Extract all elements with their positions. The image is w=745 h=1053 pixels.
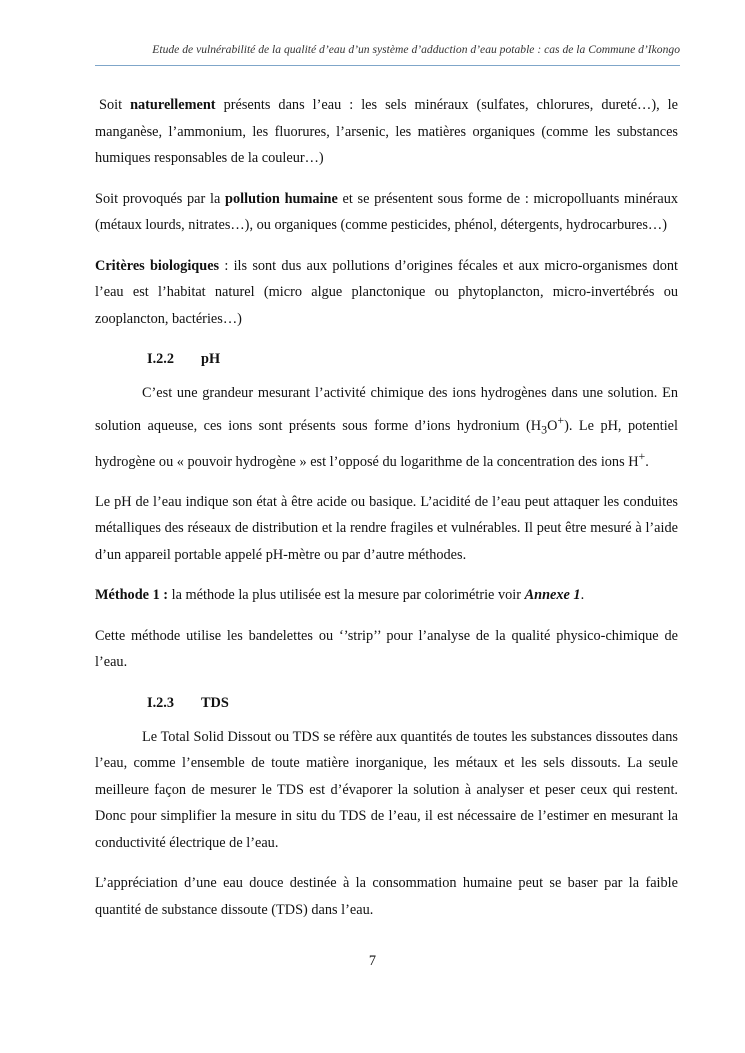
ph-def-d: .	[645, 453, 649, 470]
ph-def-b: O	[547, 417, 558, 434]
running-header: Etude de vulnérabilité de la qualité d’eau d’un système d’adduction d’eau potable : cas de la Commune d’Ikongo	[152, 43, 680, 56]
page-body	[95, 92, 678, 937]
header-divider	[95, 65, 680, 66]
p3-bold: Critères biologiques	[95, 257, 220, 274]
page-number: 7	[368, 953, 377, 969]
paragraph-method-1	[95, 582, 678, 609]
paragraph-human-pollution	[95, 186, 678, 239]
p1-bold: naturellement	[130, 97, 216, 113]
section-number-ph: I.2.2	[147, 351, 175, 367]
method-1-end: .	[580, 587, 585, 604]
ph-def-sub: 3	[541, 422, 548, 437]
p1-lead: Soit	[99, 97, 131, 113]
paragraph-natural-sources	[95, 92, 678, 172]
ph-def-a: C’est une grandeur mesurant l’activité chimique des ions hydrogènes dans une solution. En solution aqueuse, ces ions sont présents sous forme d’ions hydronium (H	[95, 385, 678, 434]
section-heading-tds	[147, 690, 678, 716]
paragraph-biological-criteria	[95, 253, 678, 333]
ph-def-sup1: +	[557, 412, 565, 427]
method-1-text: la méthode la plus utilisée est la mesure par colorimétrie voir	[168, 587, 525, 604]
section-title-tds: TDS	[201, 694, 229, 711]
paragraph-ph-definition	[95, 380, 678, 475]
p2-bold: pollution humaine	[225, 190, 338, 207]
paragraph-tds-definition: Le Total Solid Dissout ou TDS se réfère aux quantités de toutes les substances dissoutes dans l’eau, comme l’ensemble de toute matière inorganique, les métaux et les sels dissouts. La seule meilleure façon de mesurer le TDS est d’évaporer la solution à analyser et peser ceux qui restent. Donc pour simplifier la mesure in situ du TDS de l’eau, il est nécessaire de l’estimer en mesurant la conductivité électrique de l’eau.	[95, 728, 678, 851]
section-title-ph: pH	[201, 351, 221, 367]
ph-def-c: ). Le pH, potentiel hydrogène ou « pouvoir hydrogène » est l’opposé du logarithme de la concentration des ions H	[95, 417, 678, 470]
section-heading-ph	[147, 346, 678, 372]
paragraph-ph-acidity: Le pH de l’eau indique son état à être acide ou basique. L’acidité de l’eau peut attaquer les conduites métalliques des réseaux de distribution et la rendre fragiles et vulnérables. Il peut être mesuré à l’aide d’un appareil portable appelé pH-mètre ou par d’autre méthodes.	[95, 493, 678, 563]
ph-def-sup2: +	[638, 448, 646, 463]
p2-text: et se présentent sous forme de : micropolluants minéraux (métaux lourds, nitrates…), ou organiques (comme pesticides, phénol, détergents, hydrocarbures…)	[95, 190, 678, 233]
paragraph-tds-appreciation: L’appréciation d’une eau douce destinée à la consommation humaine peut se baser par la faible quantité de substance dissoute (TDS) dans l’eau.	[95, 875, 678, 918]
paragraph-strip-method: Cette méthode utilise les bandelettes ou ‘’strip’’ pour l’analyse de la qualité physico-chimique de l’eau.	[95, 627, 678, 671]
method-1-label: Méthode 1 :	[95, 587, 169, 604]
p1-text: présents dans l’eau : les sels minéraux (sulfates, chlorures, dureté…), le manganèse, l’ammonium, les fluorures, l’arsenic, les matières organiques (comme les substances humiques responsables de la couleur…)	[95, 97, 679, 166]
annex-reference: Annexe 1	[524, 587, 581, 604]
section-number-tds: I.2.3	[147, 694, 175, 711]
p2-lead: Soit provoqués par la	[95, 190, 226, 207]
p3-text: : ils sont dus aux pollutions d’origines fécales et aux micro-organismes dont l’eau est l’habitat naturel (micro algue planctonique ou phytoplancton, micro-invertébrés ou zooplancton, bactéries…)	[95, 257, 678, 327]
